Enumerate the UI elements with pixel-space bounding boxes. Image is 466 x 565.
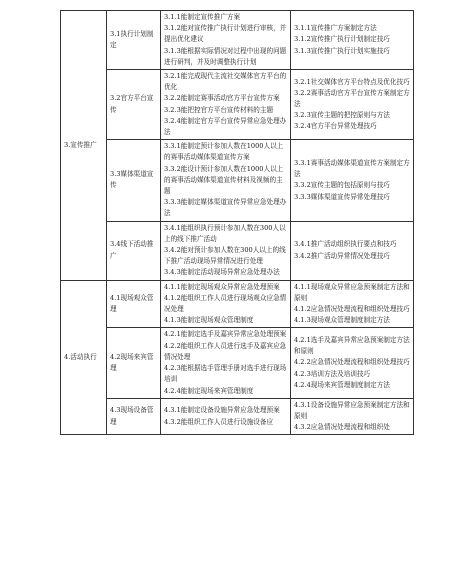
skills-cell xyxy=(161,328,291,398)
knowledge-item: 4.1.2应急情况处理流程和组织处理技巧 xyxy=(294,305,410,314)
knowledge-item: 3.3.1赛事活动媒体渠道宣传方案制定方法 xyxy=(294,159,410,179)
knowledge-item: 3.1.1宣传推广方案制定方法 xyxy=(294,24,377,33)
knowledge-item: 3.3.2宣传主题的包括原则与技巧 xyxy=(294,181,390,190)
skill-item: 3.1.1能制定宣传推广方案 xyxy=(164,13,241,21)
skill-item: 4.3.1能制定设备设施异常应急处理预案 xyxy=(164,406,280,415)
knowledge-item: 3.4.1推广活动组织执行要点和技巧 xyxy=(294,240,397,249)
skill-item: 4.1.3能制定现场观众管理制度 xyxy=(164,316,254,325)
group-name: 3.4线下活动推广 xyxy=(110,240,154,260)
section-label: 4.活动执行 xyxy=(64,352,97,361)
knowledge-item: 4.3.1设备设施异常应急预案制定方法和原则 xyxy=(294,400,410,420)
knowledge-item: 4.2.4现场来宾管理制度制定方法 xyxy=(294,380,390,389)
knowledge-item: 3.2.2赛事活动官方平台宣传方案制定方法 xyxy=(294,88,410,109)
knowledge-item: 3.2.4官方平台异常处理技巧 xyxy=(294,122,377,131)
skill-item: 4.3.2能组织工作人员进行设施设备应 xyxy=(164,417,274,426)
knowledge-cell xyxy=(291,398,414,435)
skill-item: 3.1.2能对宣传推广执行计划进行审核，并提出优化建议 xyxy=(164,24,287,44)
skill-item: 4.2.1能制定选手及嘉宾异常应急处理预案 xyxy=(164,330,287,339)
knowledge-item: 3.3.3媒体渠道宣传异常处理技巧 xyxy=(294,192,390,201)
group-name: 3.3媒体渠道宣传 xyxy=(110,170,154,190)
skill-item: 3.4.1能组织执行预计参加人数在300人以上的线下推广活动 xyxy=(164,223,286,243)
section-label: 3.宣传推广 xyxy=(64,140,97,149)
knowledge-item: 3.2.3宣传主题的把控原则与方法 xyxy=(294,111,390,120)
skill-item: 3.2.1能完成现代主流社交媒体官方平台的优化 xyxy=(164,72,287,92)
competency-table xyxy=(60,10,414,435)
knowledge-item: 4.2.1选手及嘉宾异常应急预案制定方法和原则 xyxy=(294,336,410,356)
table-row xyxy=(61,11,414,70)
skill-item: 3.2.2能制定赛事活动官方平台宣传方案 xyxy=(164,94,280,103)
knowledge-item: 4.3.2应急情况处理流程和组织处 xyxy=(294,423,390,432)
group-name-cell xyxy=(107,328,161,398)
knowledge-cell xyxy=(291,70,414,140)
skills-cell xyxy=(161,70,291,140)
table-row xyxy=(61,221,414,280)
knowledge-cell xyxy=(291,280,414,328)
skill-item: 4.2.2能组织工作人员进行选手及嘉宾应急情况处理 xyxy=(164,341,287,361)
table-row xyxy=(61,398,414,435)
group-name: 3.2官方平台宣传 xyxy=(110,94,154,114)
skill-item: 3.2.3能把控官方平台宣传材料的主题 xyxy=(164,105,274,114)
skill-item: 4.2.4能制定现场来宾管理制度 xyxy=(164,386,254,395)
group-name-cell xyxy=(107,221,161,280)
skill-item: 3.3.3能制定媒体渠道宣传异常应急处理办法 xyxy=(164,198,287,218)
group-name-cell xyxy=(107,280,161,328)
knowledge-item: 3.1.3宣传推广执行计划实施技巧 xyxy=(294,46,390,55)
group-name: 4.2现场来宾管理 xyxy=(110,352,154,373)
skill-item: 3.2.4能制定官方平台宣传异常应急处理办法 xyxy=(164,116,287,137)
skill-item: 3.1.3能根据实际情况对过程中出现的问题进行研判，并及时调整执行计划 xyxy=(164,46,287,66)
skill-item: 4.2.3能根据选手管理手册对选手进行现场培训 xyxy=(164,364,287,384)
skill-item: 4.1.2能组织工作人员进行现场观众应急情况处理 xyxy=(164,293,287,314)
skills-cell xyxy=(161,140,291,221)
knowledge-cell xyxy=(291,328,414,398)
group-name-cell xyxy=(107,11,161,70)
table-row xyxy=(61,140,414,221)
section-cell xyxy=(61,11,107,281)
knowledge-item: 4.2.3培训方法及培训技巧 xyxy=(294,369,371,378)
skill-item: 3.4.2能对预计参加人数在300人以上的线下推广活动现场异常情况进行处理 xyxy=(164,246,286,266)
knowledge-cell xyxy=(291,11,414,70)
table-row xyxy=(61,328,414,398)
knowledge-item: 3.2.1社交媒体官方平台特点及优化技巧 xyxy=(294,77,410,86)
group-name-cell xyxy=(107,398,161,435)
skills-cell xyxy=(161,280,291,328)
table-row xyxy=(61,280,414,328)
knowledge-item: 3.4.2推广活动异常情况处理技巧 xyxy=(294,251,390,260)
skills-cell xyxy=(161,221,291,280)
skill-item: 3.4.3能制定活动现场异常应急处理办法 xyxy=(164,268,280,277)
group-name: 4.1现场观众管理 xyxy=(110,293,154,314)
group-name: 4.3现场设备管理 xyxy=(110,406,154,426)
skills-cell xyxy=(161,11,291,70)
skill-item: 4.1.1能制定现场观众异常应急处理预案 xyxy=(164,282,280,291)
table-row xyxy=(61,70,414,140)
group-name-cell xyxy=(107,140,161,221)
skill-item: 3.3.2能设计预计参加人数在1000人以上的赛事活动媒体渠道宣传材料及视频的主题 xyxy=(164,164,284,196)
knowledge-cell xyxy=(291,221,414,280)
knowledge-item: 3.1.2宣传推广执行计划制定技巧 xyxy=(294,35,390,44)
group-name-cell xyxy=(107,70,161,140)
knowledge-cell xyxy=(291,140,414,221)
knowledge-item: 4.1.3现场观众管理制度制定方法 xyxy=(294,316,390,325)
section-cell xyxy=(61,280,107,435)
group-name: 3.1执行计划制定 xyxy=(110,29,154,49)
skills-cell xyxy=(161,398,291,435)
skill-item: 3.3.1能制定预计参加人数在1000人以上的赛事活动媒体渠道宣传方案 xyxy=(164,142,284,162)
knowledge-item: 4.1.1现场观众异常应急预案制定方法和原则 xyxy=(294,282,410,302)
knowledge-item: 4.2.2应急情况处理流程和组织处理技巧 xyxy=(294,358,410,367)
